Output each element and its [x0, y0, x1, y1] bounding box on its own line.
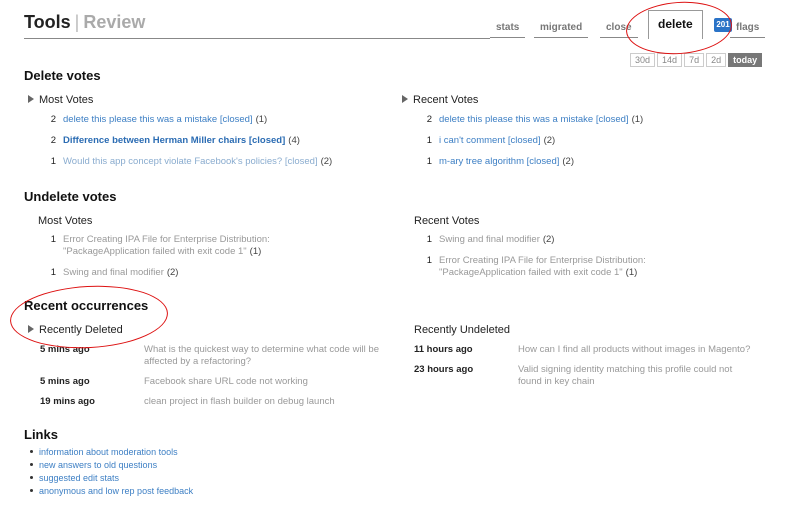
question-link[interactable]: delete this please this was a mistake [closed] — [439, 114, 629, 125]
delete-most-votes-list — [42, 114, 392, 177]
flags-count-badge: 201 — [714, 18, 732, 32]
range-today[interactable]: today — [728, 53, 762, 67]
list-item: 1 Would this app concept violate Facebook's policies? [closed] (2) — [50, 156, 333, 167]
list-item — [30, 486, 193, 496]
question-link[interactable]: clean project in flash builder on debug launch — [144, 396, 335, 407]
range-30d[interactable]: 30d — [630, 53, 655, 67]
delete-recent-votes-toggle[interactable] — [402, 94, 478, 106]
list-item — [30, 473, 193, 483]
tools-tabs — [490, 10, 790, 38]
annotation-circle-recent-occurrences — [8, 282, 169, 352]
delete-recent-votes-list — [418, 114, 778, 177]
recently-deleted-list — [40, 344, 390, 416]
new-answers-link[interactable]: new answers to old questions — [39, 460, 158, 470]
bullet-icon — [30, 489, 33, 492]
list-item — [30, 460, 193, 470]
expand-triangle-icon — [28, 325, 34, 333]
range-7d[interactable]: 7d — [684, 53, 704, 67]
question-link[interactable]: Swing and final modifier — [63, 267, 164, 278]
list-item: 1 Swing and final modifier (2) — [426, 234, 555, 245]
list-item: 1 i can't comment [closed] (2) — [426, 135, 556, 146]
bullet-icon — [30, 463, 33, 466]
recently-undeleted-list — [414, 344, 774, 396]
list-item: 2 delete this please this was a mistake [closed] (1) — [426, 114, 644, 125]
expand-triangle-icon — [28, 95, 34, 103]
question-link[interactable]: What is the quickest way to determine what code will be affected by a refactoring? — [144, 344, 379, 367]
question-link[interactable]: Would this app concept violate Facebook's policies? [closed] — [63, 156, 318, 167]
question-link[interactable]: delete this please this was a mistake [closed] — [63, 114, 253, 125]
list-item: 5 mins ago What is the quickest way to determine what code will be affected by a refactoring? — [40, 344, 390, 368]
question-link[interactable]: How can I find all products without images in Magento? — [518, 344, 751, 355]
delete-most-votes-label: Most Votes — [39, 94, 94, 106]
moderation-tools-link[interactable]: information about moderation tools — [39, 447, 178, 457]
undelete-most-votes-list — [42, 234, 342, 288]
expand-triangle-icon — [402, 95, 408, 103]
question-link[interactable]: Error Creating IPA File for Enterprise Distribution: "PackageApplication failed with exit code 1" — [63, 234, 270, 257]
undelete-recent-votes-label: Recent Votes — [414, 215, 480, 227]
undelete-votes-heading: Undelete votes — [24, 189, 117, 204]
links-heading: Links — [24, 427, 58, 442]
question-link[interactable]: Swing and final modifier — [439, 234, 540, 245]
list-item: 1 Error Creating IPA File for Enterprise Distribution: "PackageApplication failed with exit code 1" (1) — [50, 234, 270, 257]
question-link[interactable]: Error Creating IPA File for Enterprise Distribution: "PackageApplication failed with exit code 1" — [439, 255, 646, 278]
list-item: 1 Error Creating IPA File for Enterprise Distribution: "PackageApplication failed with exit code 1" (1) — [426, 255, 646, 278]
tab-stats[interactable]: stats — [490, 22, 525, 38]
question-link[interactable]: Valid signing identity matching this profile could not found in key chain — [518, 364, 733, 387]
page-title: Tools — [24, 12, 71, 32]
recently-deleted-label: Recently Deleted — [39, 324, 123, 336]
list-item: 19 mins ago clean project in flash builder on debug launch — [40, 396, 390, 408]
undelete-recent-votes-list — [418, 234, 718, 288]
undelete-most-votes-label: Most Votes — [38, 215, 93, 227]
question-link[interactable]: Facebook share URL code not working — [144, 376, 308, 387]
suggested-edit-stats-link[interactable]: suggested edit stats — [39, 473, 120, 483]
post-feedback-link[interactable]: anonymous and low rep post feedback — [39, 486, 194, 496]
list-item — [30, 447, 193, 457]
question-link[interactable]: i can't comment [closed] — [439, 135, 541, 146]
range-2d[interactable]: 2d — [706, 53, 726, 67]
delete-recent-votes-label: Recent Votes — [413, 94, 479, 106]
tab-delete[interactable]: delete — [648, 10, 703, 39]
page-header — [24, 12, 490, 39]
list-item: 5 mins ago Facebook share URL code not working — [40, 376, 390, 388]
links-list — [30, 447, 193, 499]
bullet-icon — [30, 476, 33, 479]
bullet-icon — [30, 450, 33, 453]
question-link[interactable]: m-ary tree algorithm [closed] — [439, 156, 560, 167]
list-item: 23 hours ago Valid signing identity matching this profile could not found in key chain — [414, 364, 774, 388]
list-item: 2 delete this please this was a mistake [closed] (1) — [50, 114, 268, 125]
recently-deleted-toggle[interactable] — [28, 324, 123, 336]
tab-flags[interactable]: flags — [730, 22, 765, 38]
title-separator: | — [74, 12, 80, 32]
list-item: 1 Swing and final modifier (2) — [50, 267, 179, 278]
delete-most-votes-toggle[interactable] — [28, 94, 93, 106]
question-link[interactable]: Difference between Herman Miller chairs [closed] — [63, 135, 286, 146]
list-item: 2 Difference between Herman Miller chairs [closed] (4) — [50, 135, 300, 146]
range-14d[interactable]: 14d — [657, 53, 682, 67]
tab-close[interactable]: close — [600, 22, 638, 38]
recently-undeleted-label: Recently Undeleted — [414, 324, 511, 336]
list-item: 1 m-ary tree algorithm [closed] (2) — [426, 156, 574, 167]
review-link[interactable]: Review — [83, 12, 146, 32]
delete-votes-heading: Delete votes — [24, 68, 101, 83]
recent-occurrences-heading: Recent occurrences — [24, 298, 149, 313]
tab-migrated[interactable]: migrated — [534, 22, 588, 38]
list-item: 11 hours ago How can I find all products without images in Magento? — [414, 344, 774, 356]
time-range-selector — [628, 50, 762, 68]
